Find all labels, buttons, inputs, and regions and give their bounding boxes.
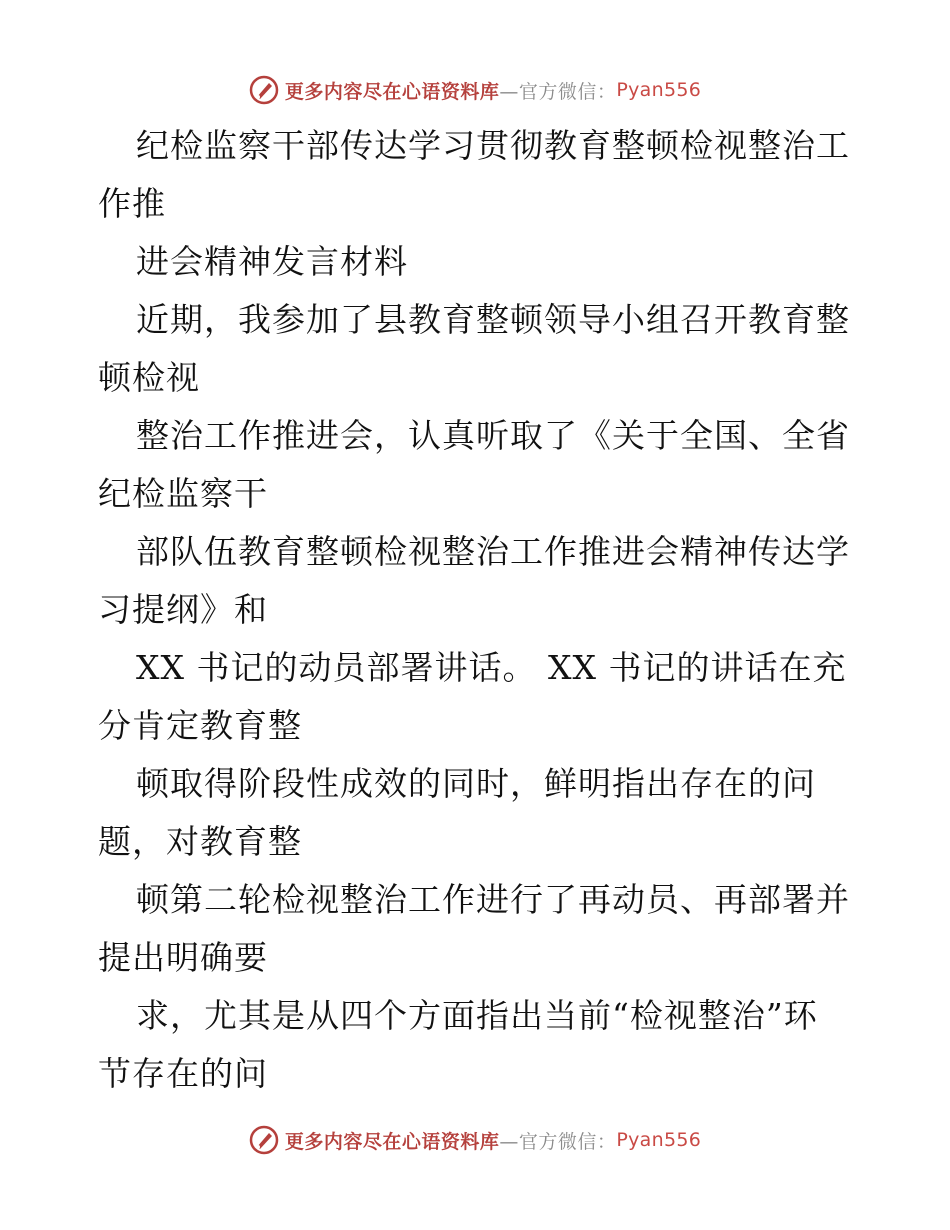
document-body <box>98 117 858 1103</box>
header-banner <box>0 70 950 110</box>
document-line: 求，尤其是从四个方面指出当前“检视整治”环 <box>136 996 818 1035</box>
document-line: XX 书记的动员部署讲话。 XX 书记的讲话在充 <box>136 648 847 687</box>
document-line: 纪检监察干 <box>98 474 268 513</box>
document-line: 纪检监察干部传达学习贯彻教育整顿检视整治工 <box>136 126 850 165</box>
footer-wechat-id: Pyan556 <box>616 1129 702 1151</box>
document-line: 节存在的问 <box>98 1054 268 1093</box>
pen-circle-logo-icon <box>249 75 279 105</box>
document-line: 提出明确要 <box>98 938 268 977</box>
document-line: 习提纲》和 <box>98 590 268 629</box>
footer-official-text: —官方微信： <box>499 1130 617 1153</box>
footer-brand-text: 更多内容尽在心语资料库 <box>284 1130 500 1153</box>
document-line: 题，对教育整 <box>98 822 302 861</box>
document-line: 近期，我参加了县教育整顿领导小组召开教育整 <box>136 300 850 339</box>
document-line: 顿取得阶段性成效的同时，鲜明指出存在的问 <box>136 764 816 803</box>
header-official-text: —官方微信： <box>499 80 617 103</box>
document-line: 进会精神发言材料 <box>136 242 408 281</box>
document-line: 作推 <box>98 184 166 223</box>
document-line: 顿检视 <box>98 358 200 397</box>
header-wechat-id: Pyan556 <box>616 79 702 101</box>
footer-banner <box>0 1120 950 1160</box>
document-line: 部队伍教育整顿检视整治工作推进会精神传达学 <box>136 532 850 571</box>
document-line: 分肯定教育整 <box>98 706 302 745</box>
document-line: 顿第二轮检视整治工作进行了再动员、再部署并 <box>136 880 850 919</box>
document-line: 整治工作推进会，认真听取了《关于全国、全省 <box>136 416 850 455</box>
pen-circle-logo-icon <box>249 1125 279 1155</box>
header-brand-text: 更多内容尽在心语资料库 <box>284 80 500 103</box>
